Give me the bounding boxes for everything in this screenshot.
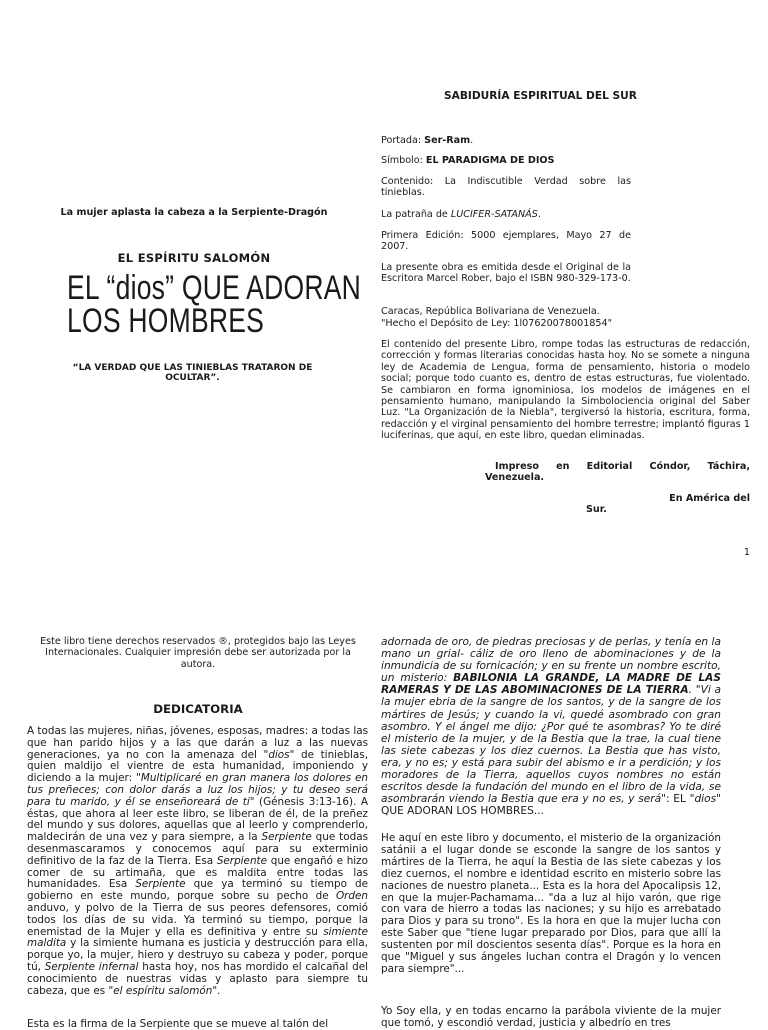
content-statement: El contenido del presente Libro, rompe todas las estructuras de redacción, corrección y formas literarias conocidas hasta hoy. No se somete a ninguna ley de Academia de Lengua, forma de pensamiento, historia o modelo social; porque todo cuanto es, dentro de estas estructuras, fue violentado. Se cambiaron en forma ignominiosa, los modelos de imágenes en el pensamiento humano, manipulando la Simbolociencia original del Saber Luz. "La Organización de la Niebla", tergiversó la historia, escritura, forma, redacción y el virginal pensamiento del hombre terrestre; implantó figuras 1 luciferinas, que aquí, en este libro, quedan eliminadas. — [381, 339, 750, 442]
printed-in: Impreso en Editorial Cóndor, Táchira, Venezuela. — [485, 461, 750, 484]
cut-off-line: Esta es la firma de la Serpiente que se mueve al talón del — [27, 1018, 329, 1030]
revelation-paragraph: adornada de oro, de piedras preciosas y de perlas, y tenía en la mano un grial- cáliz de oro lleno de abominaciones y de la inmundicia de su fornicación; y en su frente un nombre escrito, un misterio: BABILONIA LA GRANDE, LA MADRE DE LAS RAMERAS Y DE LAS ABOMINACIONES DE LA TIERRA. "Vi a la mujer ebria de la sangre de los santos, y de la sangre de los mártires de Jesús; y cuando la vi, quedé asombrado con gran asombro. Y el ángel me dijo: ¿Por qué te asombras? Yo te diré el misterio de la mujer, y de la Bestia que la trae, la cual tiene las siete cabezas y los diez cuernos. La Bestia que has visto, era, y no es; y está para subir del abismo e ir a perdición; y los moradores de la Tierra, aquellos cuyos nombres no están escritos desde la fundación del mundo en el libro de la vida, se asombrarán viendo la Bestia que era y no es, y será": EL "dios" QUE ADORAN LOS HOMBRES... — [381, 636, 721, 818]
dedication-paragraph: A todas las mujeres, niñas, jóvenes, esposas, madres: a todas las que han parido hijos y a las que darán a luz a las nuevas generaciones, ya no con la amenaza del "dios" de tinieblas, quien maldijo el vientre de esta humanidad, imponiendo y diciendo a la mujer: "Multiplicaré en gran manera los dolores en tus preñeces; con dolor darás a luz los hijos; y tu deseo será para tu marido, y él se enseñoreará de ti" (Génesis 3:13-16). A éstas, que ahora al leer este libro, se liberan de él, de la preñez del mundo y sus dolores, aquellas que al leerlo y comprenderlo, maldecirán de una vez y para siempre, a la Serpiente que todas desenmascaramos y conocemos aquí para su exterminio definitivo de la faz de la Tierra. Esa Serpiente que engañó e hizo comer de su artimaña, que es maldita entre todas las humanidades. Esa Serpiente que ya terminó su tiempo de gobierno en este mundo, porque sobre su pecho de Orden anduvo, y polvo de la Tierra de sus peores defensores, comió todos los días de su vida. Ya terminó su tiempo, porque la enemistad de la Mujer y ella es definitiva y entre su simiente maldita y la simiente humana es justicia y destrucción para ella, porque yo, la mujer, hiero y destruyo su cabeza y poder, porque tú, Serpiente infernal hasta hoy, nos has mordido el calcañal del conocimiento de nuestras vidas y aplasto para siempre tu cabeza, que es "el espíritu salomón". — [27, 725, 369, 997]
copyright-notice: Este libro tiene derechos reservados ®, protegidos bajo las Leyes Internacionales. Cualquier impresión debe ser autorizada por la autora. — [40, 636, 356, 670]
credit-edicion: Primera Edición: 5000 ejemplares, Mayo 27 de 2007. — [381, 230, 631, 253]
credit-caracas: Caracas, República Bolivariana de Venezuela. — [381, 306, 600, 317]
page-number: 1 — [743, 547, 750, 558]
book-title-line1: EL “dios” QUE ADORAN — [67, 269, 362, 307]
credits-column — [381, 135, 731, 167]
mystery-paragraph: He aquí en este libro y documento, el misterio de la organización satánii a el lugar donde se esconde la sangre de los santos y mártires de la Tierra, he aquí la Bestia de las siete cabezas y los diez cuernos, el nombre e identidad escrito en misterio sobre las naciones de nuestro planeta... Esta es la hora del Apocalipsis 12, en que la mujer-Pachamama... "da a luz al hijo varón, que rige con vara de hierro a todas las naciones; y su hijo es arrebatado para Dios y para su trono". Es la hora en que la mujer lucha con este Saber que "tiene lugar preparado por Dios, para que allí la sustenten por mil doscientos sesenta días". Porque es la hora en que "Miguel y sus ángeles luchan contra el Dragón y lo vencen para siempre"... — [381, 832, 721, 975]
printed-region: En América del Sur. — [586, 493, 750, 516]
credit-patrana: La patraña de LUCIFER-SATANÁS. — [381, 209, 541, 220]
closing-paragraph: Yo Soy ella, y en todas encarno la parábola viviente de la mujer que tomó, y escondió verdad, justicia y albedrío en tres — [381, 1005, 721, 1029]
credit-portada: Portada: Ser-Ram. — [381, 135, 474, 146]
cover-author: EL ESPÍRITU SALOMÓN — [117, 251, 271, 265]
page-header-title: SABIDURÍA ESPIRITUAL DEL SUR — [444, 90, 637, 102]
dedication-heading: DEDICATORIA — [153, 702, 243, 716]
credit-deposito: "Hecho el Depósito de Ley: 1l07620078001854" — [381, 318, 613, 329]
cover-tagline: “LA VERDAD QUE LAS TINIEBLAS TRATARON DE OCULTAR”. — [72, 363, 313, 383]
cover-subtitle: La mujer aplasta la cabeza a la Serpiente-Dragón — [60, 207, 328, 218]
book-title-line2: LOS HOMBRES — [67, 302, 265, 340]
credit-simbolo: Símbolo: EL PARADIGMA DE DIOS — [381, 155, 555, 167]
credit-emitida: La presente obra es emitida desde el Original de la Escritora Marcel Rober, bajo el ISBN 980-329-173-0. — [381, 262, 631, 285]
credit-contenido: Contenido: La Indiscutible Verdad sobre las tinieblas. — [381, 176, 631, 199]
